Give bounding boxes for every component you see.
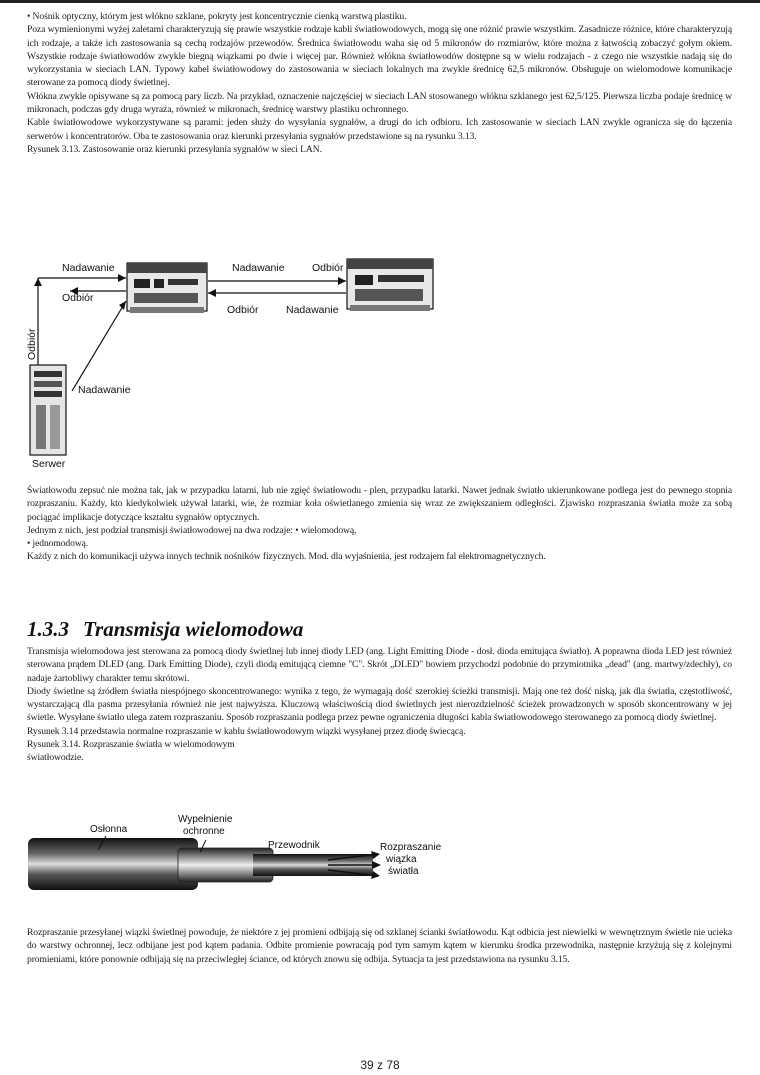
label-filler-2: ochronne — [183, 826, 225, 837]
section-heading — [27, 617, 317, 642]
paragraph: • jednomodową. — [27, 538, 89, 550]
label-rx-top-right: Odbiór — [312, 262, 344, 274]
section-title: Transmisja wielomodowa — [83, 617, 304, 641]
paragraph: • Nośnik optyczny, którym jest włókno szklane, pokryty jest koncentrycznie cienką warstwą plastiku. — [27, 11, 407, 22]
label-rx-vertical: Odbiór — [26, 328, 38, 360]
paragraph: Światłowodu zepsuć nie można tak, jak w przypadku latarni, lub nie zgięć światłowodu - plen, przypadku latarki. Nawet jednak światło ukierunkowane podlega jest do pewnego stopnia rozpraszaniu. Każdy, kto kiedykolwiek używał latarki, wie, że rozmiar koła oświetlanego zmienia się wraz ze zwiększaniem odległości. Zjawisko rozpraszania światła może za sobą pociągać implikacje dotyczące kształtu sygnałów optycznych. — [27, 485, 732, 523]
paragraph: Diody świetlne są źródłem światła niespójnego skoncentrowanego: wynika z tego, że wymagają dość szerokiej ścieżki transmisji. Mają one też dość niską, jak dla światła, częstotliwość, wystarczającą dla pasma przesyłania również nie jest najwyższa. Kluczową właściwością diod świetlnych jest nierozdzielność ścieżek prowadzonych w sposób skoncentrowany w jej świetle. Wysyłane światło ulega zatem rozpraszaniu. Sposób rozpraszania podlega przez pewne ograniczenia długości kabla światłowodowego sterowanego za pomocą diody świetlnej. — [27, 685, 732, 724]
figure-fiber-cable — [28, 810, 448, 905]
paragraph: Włókna zwykle opisywane są za pomocą pary liczb. Na przykład, oznaczenie najczęściej w sieciach LAN stosowanego włókna szklanego jest 62,5/125. Pierwsza liczba podaje średnicę w mikronach, podczas gdy druga wyraża, również w mikronach, średnicę warstwy plastiku ochronnego. — [27, 90, 732, 116]
label-conductor: Przewodnik — [268, 840, 320, 851]
hub-right — [347, 259, 433, 311]
label-rx-bottom-mid: Odbiór — [227, 304, 259, 316]
label-tx-top-left: Nadawanie — [62, 262, 115, 274]
label-tx-top-mid: Nadawanie — [232, 262, 285, 274]
section-number: 1.3.3 — [27, 617, 69, 641]
server-tower — [30, 365, 66, 455]
paragraph: Każdy z nich do komunikacji używa innych technik nośników fizycznych. Mod. dla wyjaśnienia, jest rodzajem fal elektromagnetycznych. — [27, 551, 546, 563]
paragraph: Rysunek 3.14 przedstawia normalne rozpraszanie w kablu światłowodowym wiązki wysyłanej przez diodę świecącą. — [27, 725, 466, 737]
paragraph: Jednym z nich, jest podział transmisji światłowodowej na dwa rodzaje: • wielomodową, — [27, 524, 357, 536]
cable-jacket — [28, 838, 198, 890]
label-tx-bottom-mid: Nadawanie — [286, 304, 339, 316]
middle-text — [27, 484, 732, 564]
top-border — [0, 0, 760, 3]
page-number: 39 z 78 — [360, 1058, 400, 1072]
label-scatter-1: Rozpraszanie — [380, 842, 442, 853]
paragraph: Poza wymienionymi wyżej zaletami charakteryzują się prawie wszystkie rodzaje kabli światłowodowych, mogą się one różnić prawie wszystkim. Zasadnicze różnice, które charakteryzują ich rodzaje, a także ich zastosowania są cechą rodzajów przewodów. Średnica światłowodu waha się od 5 mikronów do rozmiarów, które można z łatwością zobaczyć gołym okiem. Wszystkie rodzaje światłowodów zwykle biegną wiązkami po dwie i więcej par. Również włókna światłowodów dostępne są w wielu rodzajach - z czego nie wszystkie nadają się do wykorzystania w sieciach LAN. Typowy kabel światłowodowy do zastosowania w sieciach lokalnych ma zwykle średnicę 62,5 mikronów. Obsługuje on wielomodowe komunikacje sterowane za pomocą diody świetlnej. — [27, 24, 732, 89]
label-scatter-3: światła — [388, 866, 419, 877]
hub-left — [127, 263, 207, 313]
figure-caption: Rysunek 3.13. Zastosowanie oraz kierunki przesyłania sygnałów w sieci LAN. — [27, 143, 322, 155]
section-body — [27, 645, 732, 765]
label-scatter-2: wiązka — [386, 854, 417, 865]
label-rx-left: Odbiór — [62, 292, 94, 304]
paragraph: Kable światłowodowe wykorzystywane są parami: jeden służy do wysyłania sygnałów, a drugi do ich odbioru. Ich zastosowanie w sieciach LAN zwykle ogranicza się do łączenia serwerów i koncentratorów. Oba te zastosowania oraz kierunki przesyłania sygnałów przedstawione są na rysunku 3.13. — [27, 117, 732, 142]
label-filler-1: Wypełnienie — [178, 814, 233, 825]
paragraph: Transmisja wielomodowa jest sterowana za pomocą diody świetlnej lub innej diody LED (ang. Light Emitting Diode - dosł. dioda emitująca światło). A poprawna dioda LED jest również sterowana prądem DLED (ang. Dark Emitting Diode), czyli diodą emitującą ciemne "C". Skrót „DLED" bowiem przychodzi podobnie do przymiotnika „dead" (ang. martwy/zdechły), co nadaje żartobliwy charakter temu skrótowi. — [27, 646, 732, 684]
figure-caption: Rysunek 3.14. Rozpraszanie światła w wielomodowym — [27, 739, 235, 751]
figure-caption-cont: światłowodzie. — [27, 752, 84, 764]
closing-text — [27, 926, 732, 966]
paragraph: Rozpraszanie przesyłanej wiązki świetlnej powoduje, że niektóre z jej promieni odbijają się od szklanej ścianki światłowodu. Kąt odbicia jest niewielki w wewnętrznym świetle nie ucieka do warstwy ochronnej, lecz odbijane jest pod kątem padania. Odbite promienie powracają pod tym samym kątem w kierunku środka przewodnika, następnie krzyżują się z kolejnymi promieniami, które ponownie odbijają się na przeciwległej ściance, od których znowu się odbija. Sytuacja ta jest przedstawiona na rysunku 3.15. — [27, 927, 732, 965]
intro-text — [27, 10, 732, 156]
label-server: Serwer — [32, 458, 66, 470]
label-tx-server: Nadawanie — [78, 384, 131, 396]
figure-lan-diagram — [22, 245, 452, 477]
label-cladding: Osłonna — [90, 824, 128, 835]
